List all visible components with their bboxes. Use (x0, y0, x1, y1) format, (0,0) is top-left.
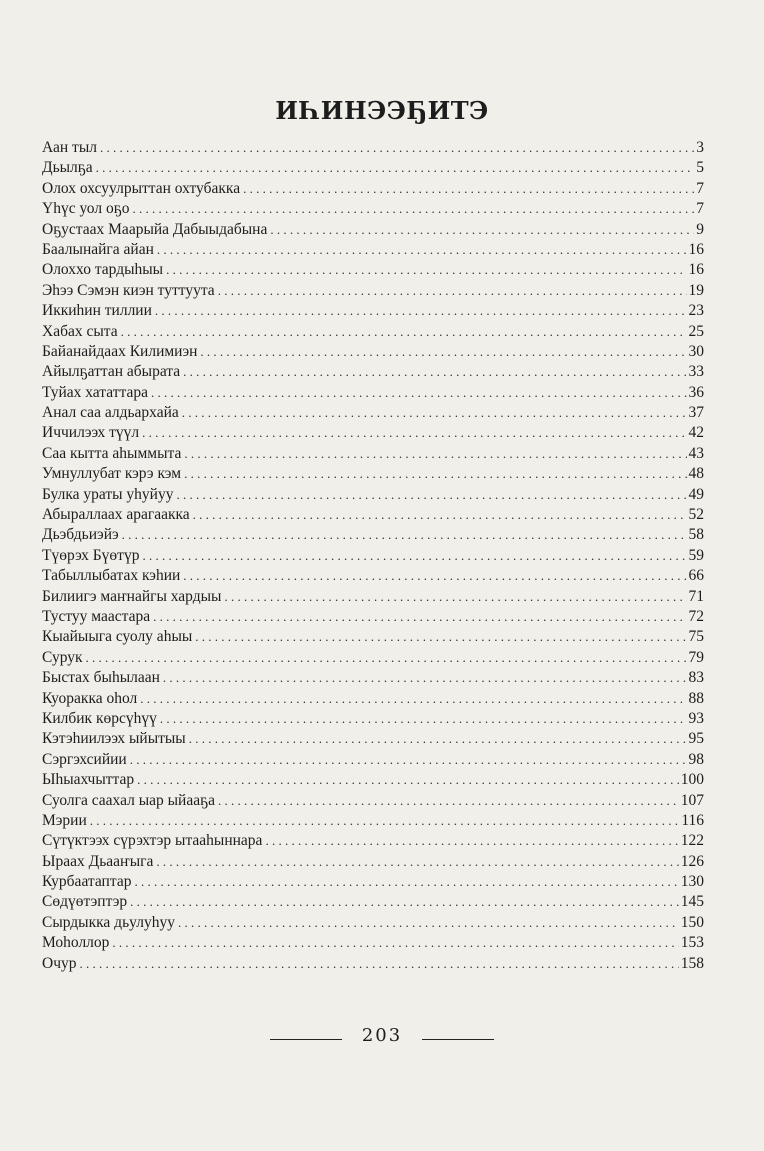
toc-entry (42, 525, 704, 545)
toc-entry (42, 954, 704, 974)
dot-leader (160, 709, 687, 729)
toc-entry-page: 130 (680, 873, 704, 891)
toc-entry (42, 199, 704, 219)
toc-entry-title: Тустуу маастара (42, 607, 151, 625)
toc-entry (42, 240, 704, 260)
toc-entry-title: Сөдүөтэптэр (42, 893, 128, 911)
dot-leader (270, 220, 694, 240)
toc-entry-page: 71 (688, 587, 704, 605)
toc-entry-title: Айылҕаттан абырата (42, 363, 181, 381)
toc-entry-page: 83 (688, 669, 704, 687)
toc-entry (42, 138, 704, 158)
toc-entry-page: 66 (688, 567, 704, 585)
dot-leader (163, 668, 687, 688)
toc-entry-title: Олох охсуулрыттан охтубакка (42, 179, 241, 197)
toc-entry-page: 19 (688, 281, 704, 299)
dot-leader (265, 831, 678, 851)
dot-leader (121, 322, 687, 342)
toc-entry-page: 52 (688, 506, 704, 524)
toc-entry (42, 933, 704, 953)
toc-entry-title: Сырдыкка дьулуһуу (42, 913, 175, 931)
dot-leader (218, 281, 687, 301)
dot-leader (140, 689, 686, 709)
toc-entry (42, 648, 704, 668)
toc-entry-page: 37 (688, 404, 704, 422)
toc-entry-title: Хабах сыта (42, 322, 118, 340)
toc-entry (42, 831, 704, 851)
dot-leader (130, 892, 679, 912)
toc-entry-page: 153 (680, 934, 704, 952)
toc-entry-title: Иккиһин тиллии (42, 302, 152, 320)
toc-entry-title: Байанайдаах Килимиэн (42, 342, 198, 360)
toc-entry-title: Түөрэх Бүөтүр (42, 546, 140, 564)
toc-entry-title: Ыһыахчыттар (42, 771, 135, 789)
toc-entry-title: Быстах быһылаан (42, 669, 160, 687)
toc-entry (42, 485, 704, 505)
toc-entry-page: 145 (680, 893, 704, 911)
toc-entry-page: 116 (681, 811, 704, 829)
toc-entry-page: 75 (688, 628, 704, 646)
toc-entry (42, 566, 704, 586)
toc-entry-page: 23 (688, 302, 704, 320)
toc-entry (42, 546, 704, 566)
dot-leader (86, 648, 687, 668)
toc-entry (42, 627, 704, 647)
dot-leader (137, 770, 679, 790)
dot-leader (200, 342, 686, 362)
dot-leader (112, 933, 678, 953)
toc-entry-title: Булка ураты уһуйуу (42, 485, 174, 503)
toc-entry (42, 423, 704, 443)
toc-entry-page: 16 (688, 261, 704, 279)
footer-rule-right (422, 1039, 494, 1040)
dot-leader (142, 546, 686, 566)
toc-entry-page: 42 (688, 424, 704, 442)
dot-leader (183, 566, 686, 586)
toc-entry-page: 88 (688, 689, 704, 707)
toc-entry (42, 220, 704, 240)
toc-entry (42, 689, 704, 709)
toc-entry-page: 107 (680, 791, 704, 809)
dot-leader (183, 362, 686, 382)
toc-entry (42, 464, 704, 484)
toc-entry-page: 16 (688, 240, 704, 258)
toc-entry (42, 729, 704, 749)
toc-entry (42, 281, 704, 301)
dot-leader (96, 158, 695, 178)
toc-entry-title: Билиигэ маҥнайгы хардыы (42, 587, 222, 605)
toc-entry-page: 49 (688, 485, 704, 503)
dot-leader (157, 240, 687, 260)
toc-entry-page: 158 (680, 954, 704, 972)
toc-entry-title: Иччилээх түүл (42, 424, 140, 442)
dot-leader (218, 791, 679, 811)
toc-entry-page: 58 (688, 526, 704, 544)
toc-entry-page: 100 (680, 771, 704, 789)
toc-entry-page: 95 (688, 730, 704, 748)
toc-entry-page: 48 (688, 465, 704, 483)
toc-entry (42, 322, 704, 342)
toc-entry-title: Ыраах Дьааҥыга (42, 852, 154, 870)
toc-entry-title: Сурук (42, 648, 83, 666)
dot-leader (178, 913, 679, 933)
toc-entry-page: 5 (696, 159, 704, 177)
dot-leader (184, 464, 686, 484)
toc-entry-title: Эһээ Сэмэн киэн туттуута (42, 281, 215, 299)
toc-entry (42, 709, 704, 729)
toc-entry (42, 872, 704, 892)
toc-entry (42, 750, 704, 770)
toc-entry (42, 505, 704, 525)
dot-leader (176, 485, 686, 505)
dot-leader (156, 852, 678, 872)
toc-entry (42, 668, 704, 688)
toc-entry-page: 72 (688, 607, 704, 625)
toc-entry-title: Кыайыыга суолу аһыы (42, 628, 193, 646)
toc-entry (42, 607, 704, 627)
toc-entry-title: Сүтүктээх сүрэхтэр ытааһыннара (42, 832, 263, 850)
dot-leader (122, 525, 687, 545)
toc-entry (42, 913, 704, 933)
toc-entry-page: 98 (688, 750, 704, 768)
footer-rule-left (270, 1039, 342, 1040)
toc-entry (42, 587, 704, 607)
toc-entry-page: 79 (688, 648, 704, 666)
toc-entry-page: 126 (680, 852, 704, 870)
toc-entry-title: Анал саа алдьархайа (42, 404, 179, 422)
toc-entry-title: Аан тыл (42, 139, 97, 156)
dot-leader (130, 750, 687, 770)
toc-entry-title: Кэтэһиилээх ыйытыы (42, 730, 186, 748)
dot-leader (132, 199, 694, 219)
toc-entry-title: Дьэбдьиэйэ (42, 526, 119, 544)
toc-entry-title: Куоракка оһол (42, 689, 138, 707)
toc-entry (42, 260, 704, 280)
toc-entry-page: 7 (696, 200, 704, 218)
toc-entry-title: Туйах хататтара (42, 383, 148, 401)
toc-entry-page: 150 (680, 913, 704, 931)
toc-entry (42, 791, 704, 811)
toc-entry-title: Баалынайга айан (42, 240, 154, 258)
dot-leader (80, 954, 679, 974)
toc-entry (42, 301, 704, 321)
toc-entry-page: 7 (696, 179, 704, 197)
dot-leader (142, 423, 686, 443)
toc-entry (42, 770, 704, 790)
table-of-contents (42, 138, 704, 974)
toc-entry-title: Курбаатаптар (42, 873, 132, 891)
toc-entry-title: Моһоллор (42, 934, 110, 952)
toc-entry-page: 93 (688, 709, 704, 727)
dot-leader (189, 729, 687, 749)
toc-entry-page: 43 (688, 444, 704, 462)
toc-entry-title: Оҕустаах Маарыйа Дабыыдабына (42, 220, 268, 238)
toc-entry-page: 9 (696, 220, 704, 238)
toc-entry-title: Дьылҕа (42, 159, 93, 177)
toc-entry-page: 59 (688, 546, 704, 564)
toc-entry-page: 25 (688, 322, 704, 340)
page-title: ИҺИНЭЭҔИТЭ (275, 96, 489, 125)
dot-leader (184, 444, 686, 464)
toc-entry (42, 403, 704, 423)
toc-entry-page: 36 (688, 383, 704, 401)
dot-leader (134, 872, 678, 892)
toc-entry (42, 179, 704, 199)
toc-entry-title: Мэрии (42, 811, 87, 829)
dot-leader (90, 811, 680, 831)
dot-leader (100, 138, 694, 158)
toc-entry (42, 383, 704, 403)
toc-entry (42, 158, 704, 178)
toc-entry-title: Килбик көрсүһүү (42, 709, 157, 727)
dot-leader (182, 403, 687, 423)
dot-leader (155, 301, 687, 321)
dot-leader (195, 627, 686, 647)
dot-leader (243, 179, 694, 199)
toc-entry (42, 811, 704, 831)
toc-entry-page: 30 (688, 342, 704, 360)
toc-entry (42, 342, 704, 362)
dot-leader (153, 607, 686, 627)
toc-entry-page: 33 (688, 363, 704, 381)
toc-entry (42, 444, 704, 464)
dot-leader (224, 587, 686, 607)
dot-leader (151, 383, 687, 403)
toc-entry-title: Саа кытта аһыммыта (42, 444, 182, 462)
toc-entry-page: 3 (696, 139, 704, 156)
toc-entry-title: Очур (42, 954, 77, 972)
page-number: 203 (361, 1024, 403, 1046)
toc-entry-title: Сэргэхсийии (42, 750, 127, 768)
toc-entry (42, 362, 704, 382)
dot-leader (166, 260, 686, 280)
toc-entry (42, 892, 704, 912)
toc-entry-title: Умнуллубат кэрэ кэм (42, 465, 182, 483)
dot-leader (193, 505, 687, 525)
toc-entry-title: Олоххо тардыһыы (42, 261, 164, 279)
toc-entry-title: Суолга саахал ыар ыйааҕа (42, 791, 215, 809)
toc-entry-title: Үһүс уол оҕо (42, 200, 130, 218)
toc-entry-title: Табыллыбатах кэһии (42, 567, 181, 585)
toc-entry-page: 122 (680, 832, 704, 850)
toc-entry-title: Абыраллаах арагаакка (42, 506, 190, 524)
page-footer (0, 1020, 764, 1050)
toc-entry (42, 852, 704, 872)
